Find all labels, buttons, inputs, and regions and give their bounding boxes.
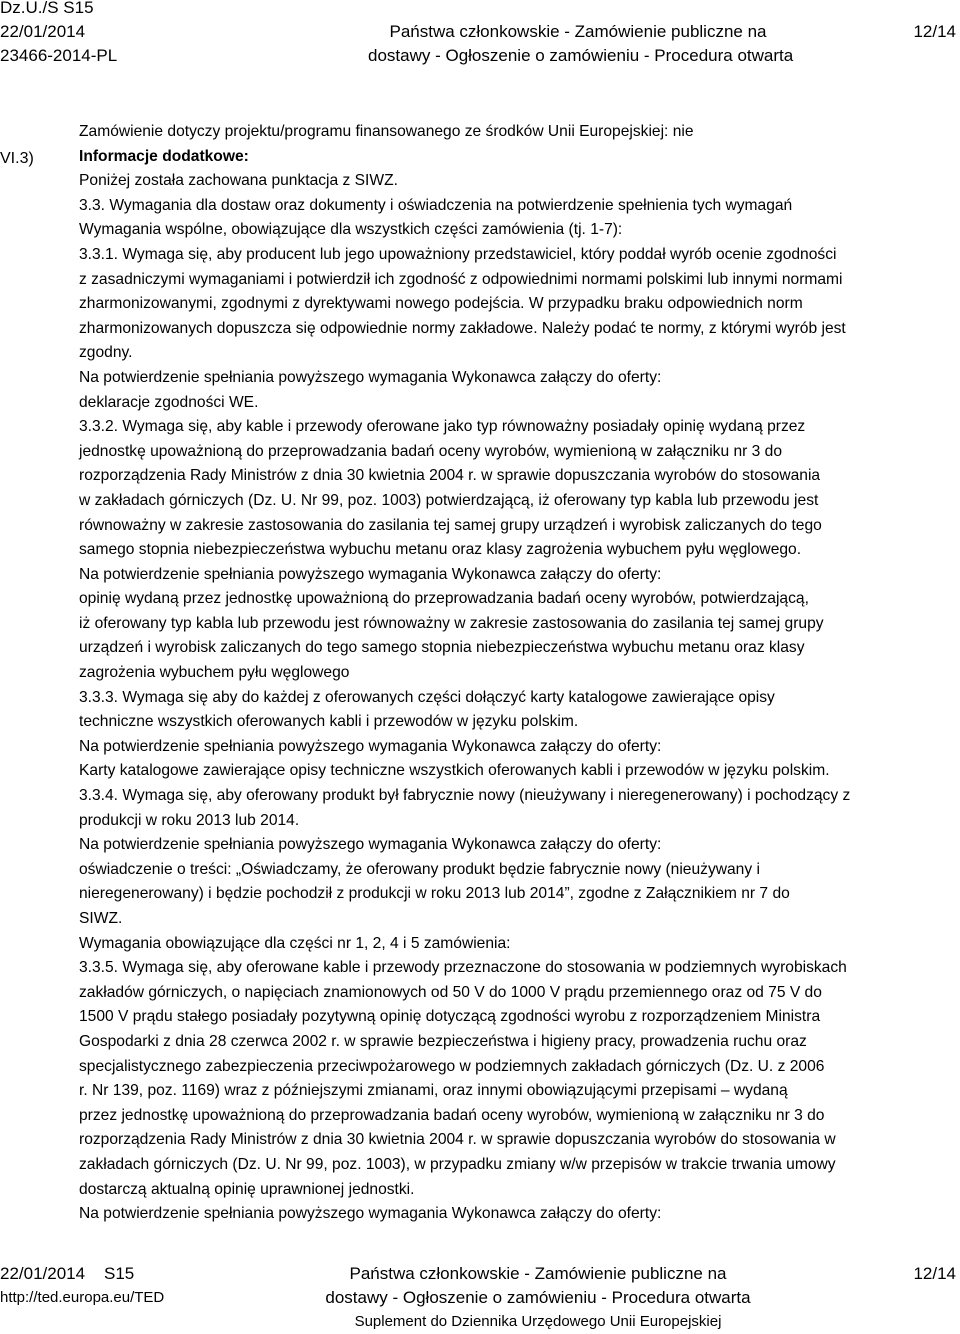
text-line: rozporządzenia Rady Ministrów z dnia 30 kwietnia 2004 r. w sprawie dopuszczania wyrobów do stosowania w [79,1131,836,1149]
text-line: Wymagania obowiązujące dla części nr 1, 2, 4 i 5 zamówienia: [79,934,511,952]
text-line: z zasadniczymi wymaganiami i potwierdził ich zgodność z odpowiednimi normami polskimi lub innymi normami [79,270,843,288]
text-line: Karty katalogowe zawierające opisy techniczne wszystkich oferowanych kabli i przewodów w języku polskim. [79,762,830,780]
footer-supplement: Suplement do Dziennika Urzędowego Unii Europejskiej [354,1313,722,1330]
text-line: zharmonizowanych dopuszcza się odpowiednie normy zakładowe. Należy podać te normy, z którymi wyrób jest [79,319,846,337]
header-title-line-1: Państwa członkowskie - Zamówienie publiczne na [389,22,767,41]
text-line: Zamówienie dotyczy projektu/programu finansowanego ze środków Unii Europejskiej: nie [79,123,694,140]
footer-url: http://ted.europa.eu/TED [0,1289,165,1306]
section-content [79,120,955,1227]
text-line: urządzeń i wyrobisk zaliczanych do tego samego stopnia niebezpieczeństwa wybuchu metanu oraz klasy [79,639,805,657]
text-line: techniczne wszystkich oferowanych kabli i przewodów w języku polskim. [79,713,579,731]
text-line: rozporządzenia Rady Ministrów z dnia 30 kwietnia 2004 r. w sprawie dopuszczania wyrobów do stosowania [79,467,821,485]
text-line: zharmonizowanymi, zgodnymi z dyrektywami nowego podejścia. W przypadku braku odpowiednich norm [79,295,803,313]
text-line: produkcji w roku 2013 lub 2014. [79,811,300,829]
text-line: równoważny w zakresie zastosowania do zasilania tej samej grupy urządzeń i wyrobisk zaliczanych do tego [79,516,822,534]
text-line: Gospodarki z dnia 28 czerwca 2002 r. w sprawie bezpieczeństwa i higieny pracy, prowadzenia ruchu oraz [79,1032,807,1050]
text-line: 3.3.4. Wymaga się, aby oferowany produkt był fabrycznie nowy (nieużywany i nieregenerowany) i pochodzący z [79,787,851,805]
text-line: 3.3. Wymagania dla dostaw oraz dokumenty i oświadczenia na potwierdzenie spełnienia tych wymagań [79,196,793,214]
text-line: zagrożenia wybuchem pyłu węglowego [79,664,350,682]
text-line: Na potwierdzenie spełniania powyższego wymagania Wykonawca załączy do oferty: [79,565,662,583]
text-line: samego stopnia niebezpieczeństwa wybuchu metanu oraz klasy zagrożenia wybuchem pyłu węglowego. [79,541,802,559]
header-title [368,0,794,68]
text-line: Poniżej została zachowana punktacja z SIWZ. [79,172,398,190]
header-page-number: 12/14 [913,22,956,41]
text-line: zgodny. [79,344,133,362]
footer-meta [0,1262,164,1310]
text-line: specjalistycznego zabezpieczenia przeciwpożarowego w podziemnych zakładach górniczych (Dz. U. z 2006 [79,1057,825,1075]
text-line: iż oferowany typ kabla lub przewodu jest równoważny w zakresie zastosowania do zasilania tej samej grupy [79,614,824,632]
text-line: deklaracje zgodności WE. [79,393,259,411]
text-line: opinię wydaną przez jednostkę upoważnioną do przeprowadzania badań oceny wyrobów, potwierdzającą, [79,590,809,608]
text-line: Na potwierdzenie spełniania powyższego wymagania Wykonawca załączy do oferty: [79,737,662,755]
text-line: oświadczenie o treści: „Oświadczamy, że oferowany produkt będzie fabrycznie nowy (nieużywany i [79,860,760,878]
text-line: zakładów górniczych, o napięciach znamionowych od 50 V do 1000 V prądu przemiennego oraz od 75 V do [79,983,822,1001]
text-line: 3.3.3. Wymaga się aby do każdej z oferowanych części dołączyć karty katalogowe zawierające opisy [79,688,775,706]
header-meta [0,0,117,68]
text-line: zakładach górniczych (Dz. U. Nr 99, poz. 1003), w przypadku zmiany w/w przepisów w trakcie trwania umowy [79,1155,836,1173]
text-line: 1500 V prądu stałego posiadały pozytywną opinię dotyczącą zgodności wyrobu z rozporządzeniem Ministra [79,1008,821,1026]
section-heading: Informacje dodatkowe: [79,147,249,165]
text-line: Wymagania wspólne, obowiązujące dla wszystkich części zamówienia (tj. 1-7): [79,221,623,239]
text-line: nieregenerowany) i będzie pochodził z produkcji w roku 2013 lub 2014”, zgodne z Załącznikiem nr 7 do [79,885,790,903]
footer-title [318,1262,758,1334]
text-line: Na potwierdzenie spełniania powyższego wymagania Wykonawca załączy do oferty: [79,1205,662,1223]
header-notice-id: 23466-2014-PL [0,46,118,65]
text-line: 3.3.5. Wymaga się, aby oferowane kable i przewody przeznaczone do stosowania w podziemnych wyrobiskach [79,959,847,977]
text-line: 3.3.1. Wymaga się, aby producent lub jego upoważniony przedstawiciel, który poddał wyrób ocenie zgodności [79,245,837,263]
text-line: SIWZ. [79,910,123,927]
footer-page-number: 12/14 [913,1264,956,1283]
text-line: jednostkę upoważnioną do przeprowadzania badań oceny wyrobów, wymienioną w załączniku nr 3 do [79,442,783,460]
footer-date-series: 22/01/2014 S15 [0,1264,135,1283]
text-line: Na potwierdzenie spełniania powyższego wymagania Wykonawca załączy do oferty: [79,368,662,386]
text-line: przez jednostkę upoważnioną do przeprowadzania badań oceny wyrobów, wymienioną w załączniku nr 3 do [79,1106,825,1124]
header-title-line-2: dostawy - Ogłoszenie o zamówieniu - Procedura otwarta [368,46,794,65]
header-journal-ref: Dz.U./S S15 [0,0,94,17]
header-date: 22/01/2014 [0,22,86,41]
footer-title-line-2: dostawy - Ogłoszenie o zamówieniu - Procedura otwarta [325,1288,751,1307]
text-line: dostarczą aktualną opinię uprawnionej jednostki. [79,1180,415,1198]
text-line: Na potwierdzenie spełniania powyższego wymagania Wykonawca załączy do oferty: [79,836,662,854]
section-number: VI.3) [0,150,34,167]
footer-title-line-1: Państwa członkowskie - Zamówienie publiczne na [349,1264,727,1283]
text-line: w zakładach górniczych (Dz. U. Nr 99, poz. 1003) potwierdzającą, iż oferowany typ kabla lub przewodu jest [79,491,819,509]
text-line: r. Nr 139, poz. 1169) wraz z późniejszymi zmianami, oraz innymi obowiązującymi przepisami – wydaną [79,1082,788,1100]
text-line: 3.3.2. Wymaga się, aby kable i przewody oferowane jako typ równoważny posiadały opinię wydaną przez [79,418,806,436]
